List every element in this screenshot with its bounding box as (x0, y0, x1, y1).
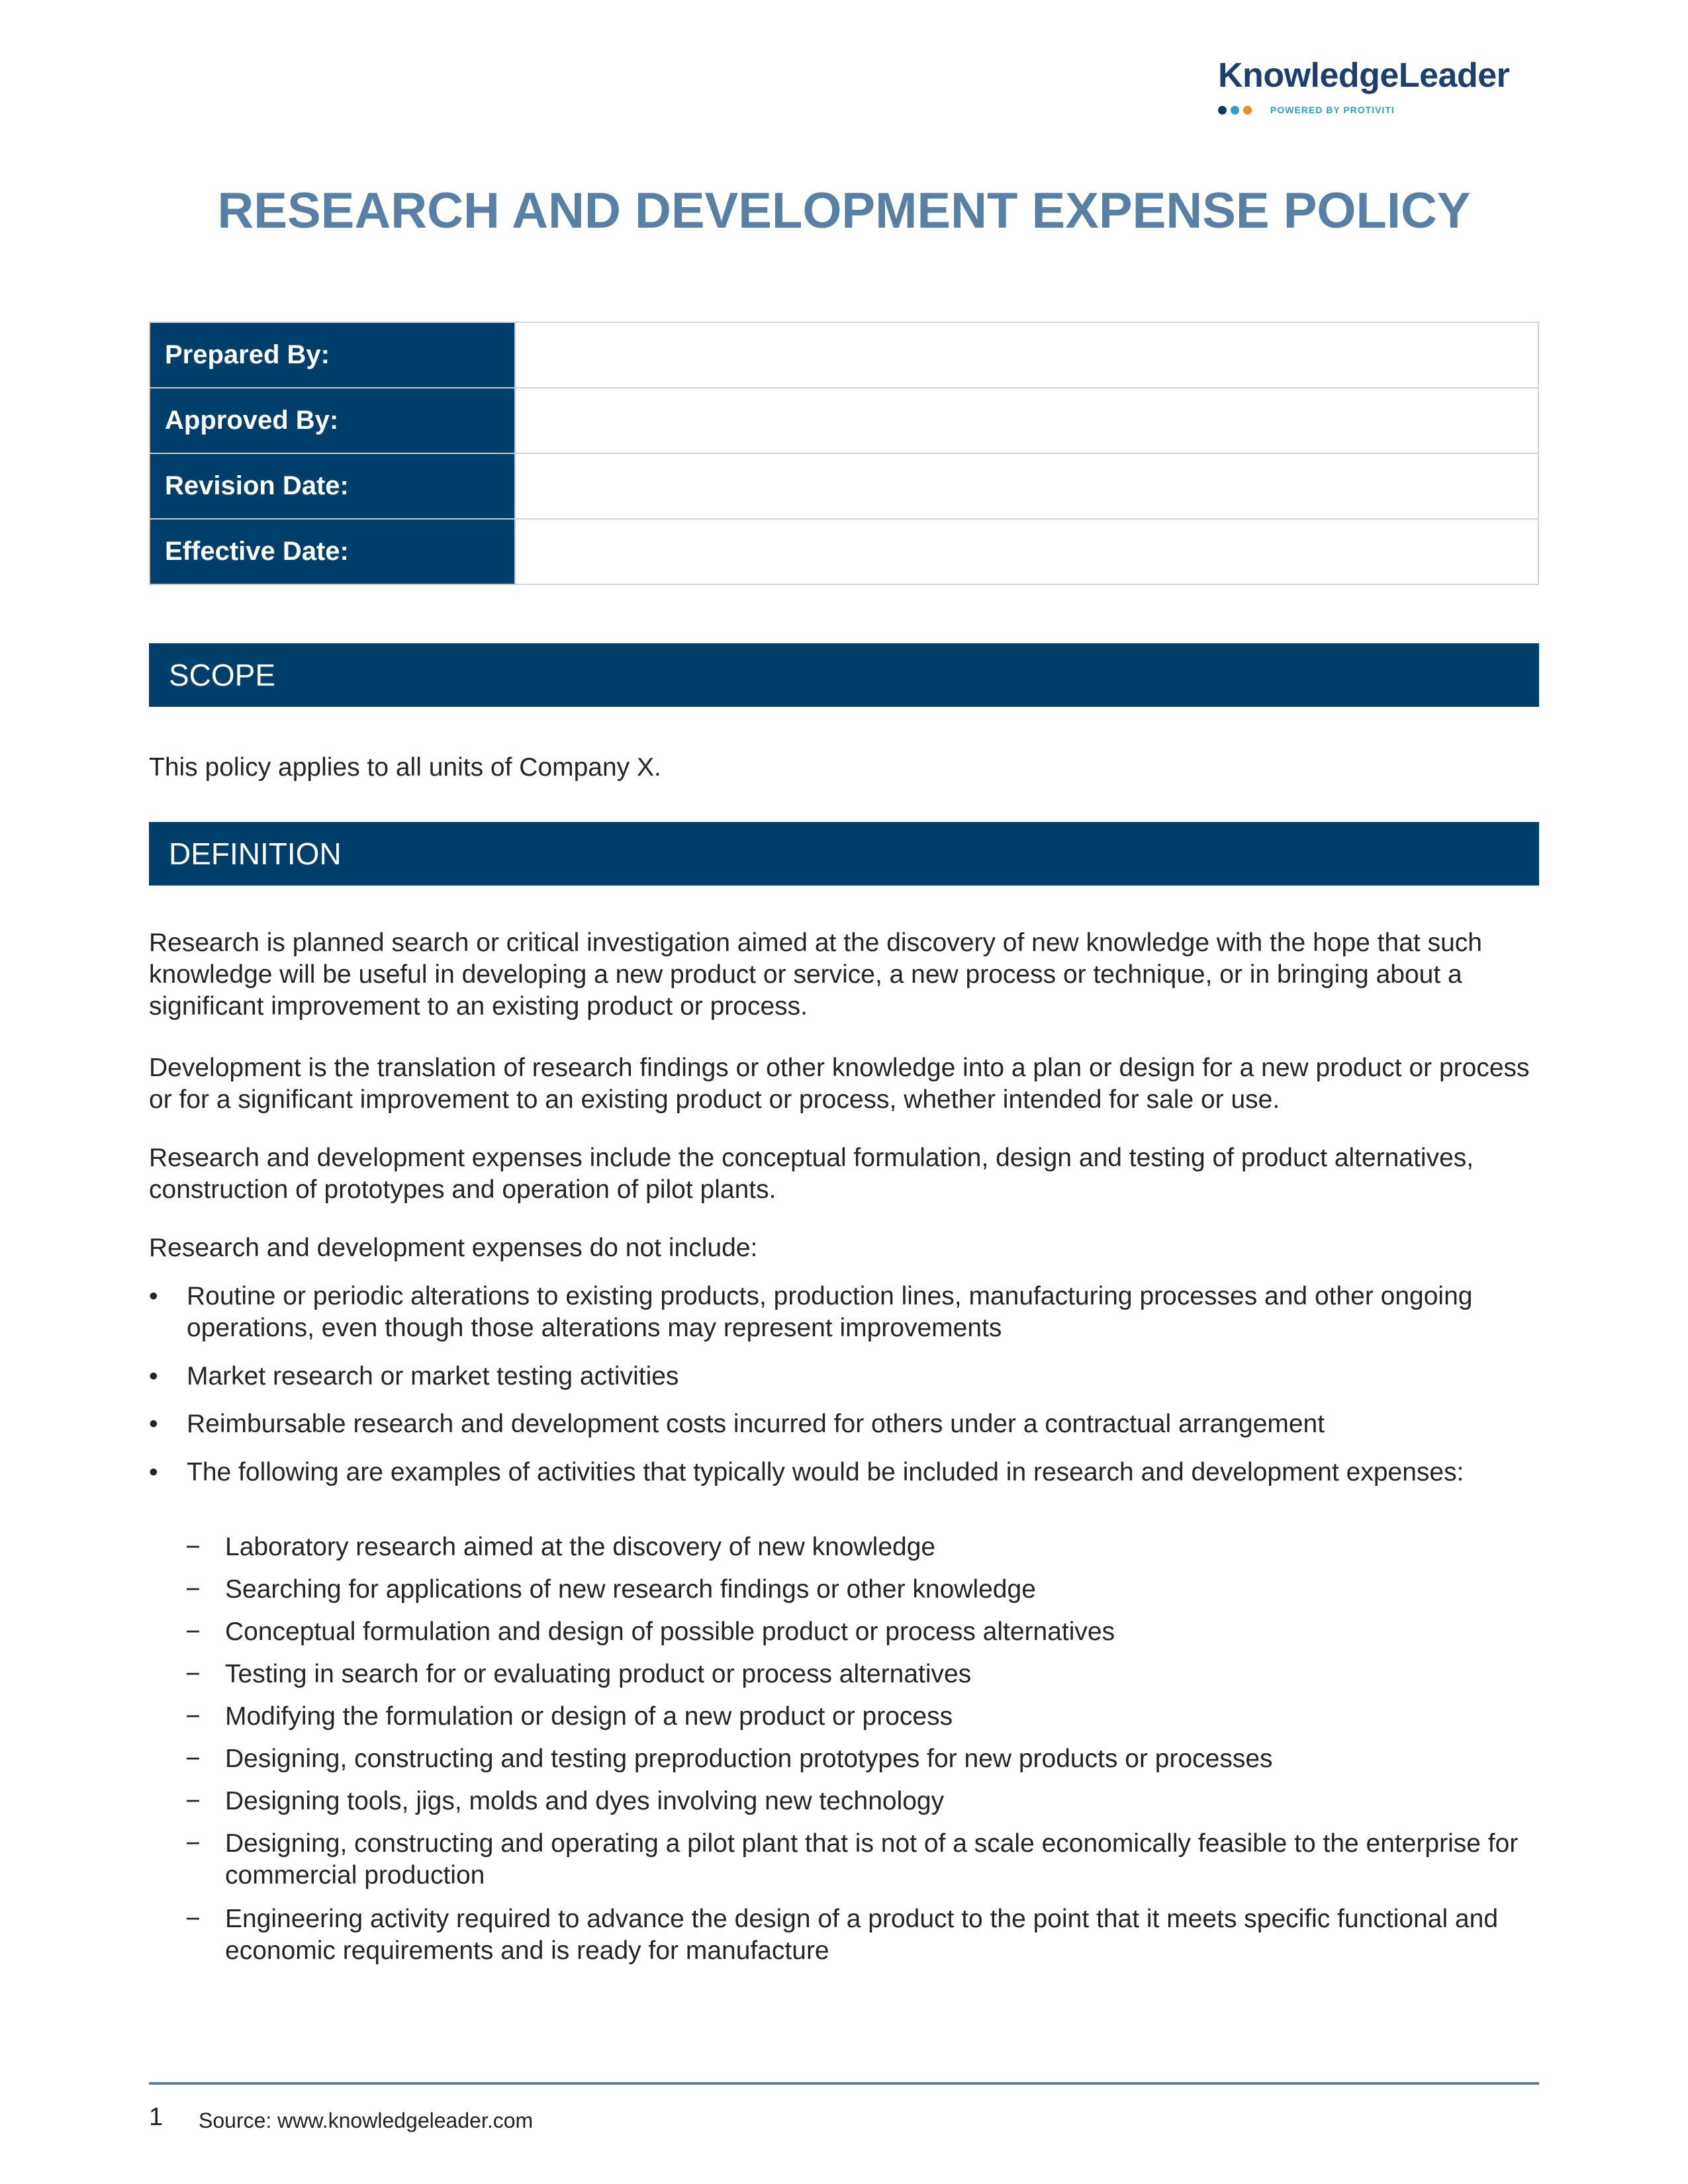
approved-by-label: Approved By: (150, 388, 515, 453)
sub-bullet-text: Designing, constructing and testing preproduction prototypes for new products or processes (225, 1745, 1273, 1773)
sub-bullet-text: Laboratory research aimed at the discovery of new knowledge (225, 1533, 936, 1561)
table-row (150, 322, 1538, 388)
dash-marker: − (185, 1829, 201, 1858)
logo-wordmark: KnowledgeLeader (1218, 56, 1510, 95)
effective-date-label: Effective Date: (150, 519, 515, 584)
bullet-text: Market research or market testing activities (187, 1362, 679, 1390)
sub-list-item (185, 1743, 1549, 1775)
bullet-marker: • (149, 1282, 158, 1310)
definition-paragraph: Research and development expenses include the conceptual formulation, design and testing of product alternatives, construction of prototypes and operation of pilot plants. (149, 1144, 1474, 1204)
definition-paragraph: Research and development expenses do not include: (149, 1234, 758, 1262)
page-number: 1 (149, 2103, 164, 2131)
approval-table (149, 322, 1539, 585)
logo-dot-icon (1218, 106, 1227, 114)
sub-bullet-text: Engineering activity required to advance the design of a product to the point that it meets specific functional and economic requirements and is ready for manufacture (225, 1905, 1499, 1965)
footer-divider (149, 2082, 1539, 2085)
definition-heading: DEFINITION (149, 822, 1539, 886)
revision-date-value[interactable] (515, 453, 1538, 519)
sub-list-item (185, 1659, 1549, 1690)
sub-bullet-text: Conceptual formulation and design of possible product or process alternatives (225, 1617, 1115, 1646)
bullet-marker: • (149, 1362, 158, 1390)
logo-dot-icon (1243, 106, 1252, 114)
footer-source: Source: www.knowledgeleader.com (199, 2109, 534, 2132)
dash-marker: − (185, 1702, 201, 1731)
bullet-marker: • (149, 1410, 158, 1438)
logo-dot-icon (1231, 106, 1239, 114)
definition-paragraph: Research is planned search or critical investigation aimed at the discovery of new knowledge with the hope that such knowledge will be useful in developing a new product or service, a new process or technique, or in bringing about a significant improvement to an existing product or process. (149, 929, 1482, 1021)
dash-marker: − (185, 1575, 201, 1604)
definition-paragraph: Development is the translation of research findings or other knowledge into a plan or design for a new product or process or for a significant improvement to an existing product or process, whether intended for sale or use. (149, 1054, 1530, 1114)
table-row (150, 388, 1538, 453)
table-row (150, 519, 1538, 584)
list-item (149, 1281, 1546, 1344)
list-item (149, 1457, 1546, 1488)
sub-list-item (185, 1701, 1549, 1733)
table-row (150, 453, 1538, 519)
sub-bullet-text: Searching for applications of new research findings or other knowledge (225, 1575, 1036, 1604)
dash-marker: − (185, 1905, 201, 1933)
approved-by-value[interactable] (515, 388, 1538, 453)
list-item (149, 1408, 1546, 1440)
bullet-text: Reimbursable research and development costs incurred for others under a contractual arrangement (187, 1410, 1325, 1438)
sub-list-item (185, 1616, 1549, 1648)
effective-date-value[interactable] (515, 519, 1538, 584)
sub-bullet-text: Testing in search for or evaluating product or process alternatives (225, 1660, 972, 1688)
dash-marker: − (185, 1660, 201, 1688)
dash-marker: − (185, 1787, 201, 1815)
sub-bullet-text: Designing tools, jigs, molds and dyes involving new technology (225, 1787, 945, 1815)
bullet-text: Routine or periodic alterations to existing products, production lines, manufacturing processes and other ongoing operations, even though those alterations may represent improvements (187, 1282, 1473, 1342)
sub-list-item (185, 1531, 1549, 1563)
sub-list-item (185, 1574, 1549, 1606)
bullet-text: The following are examples of activities that typically would be included in research and development expenses: (187, 1458, 1464, 1486)
sub-list-item (185, 1828, 1549, 1891)
revision-date-label: Revision Date: (150, 453, 515, 519)
scope-text: This policy applies to all units of Company X. (149, 753, 661, 782)
document-title: RESEARCH AND DEVELOPMENT EXPENSE POLICY (217, 183, 1471, 239)
prepared-by-label: Prepared By: (150, 322, 515, 388)
sub-bullet-text: Designing, constructing and operating a pilot plant that is not of a scale economically feasible to the enterprise for commercial production (225, 1829, 1519, 1889)
logo-tagline-row (1218, 105, 1536, 115)
prepared-by-value[interactable] (515, 322, 1538, 388)
dash-marker: − (185, 1533, 201, 1561)
sub-list-item (185, 1903, 1549, 1967)
scope-heading: SCOPE (149, 643, 1539, 707)
list-item (149, 1361, 1546, 1392)
dash-marker: − (185, 1745, 201, 1773)
dash-marker: − (185, 1617, 201, 1646)
sub-list-item (185, 1786, 1549, 1817)
logo-tagline: POWERED BY PROTIVITI (1270, 105, 1395, 115)
sub-bullet-text: Modifying the formulation or design of a new product or process (225, 1702, 953, 1731)
knowledgeleader-logo (1218, 56, 1536, 115)
bullet-marker: • (149, 1458, 158, 1486)
